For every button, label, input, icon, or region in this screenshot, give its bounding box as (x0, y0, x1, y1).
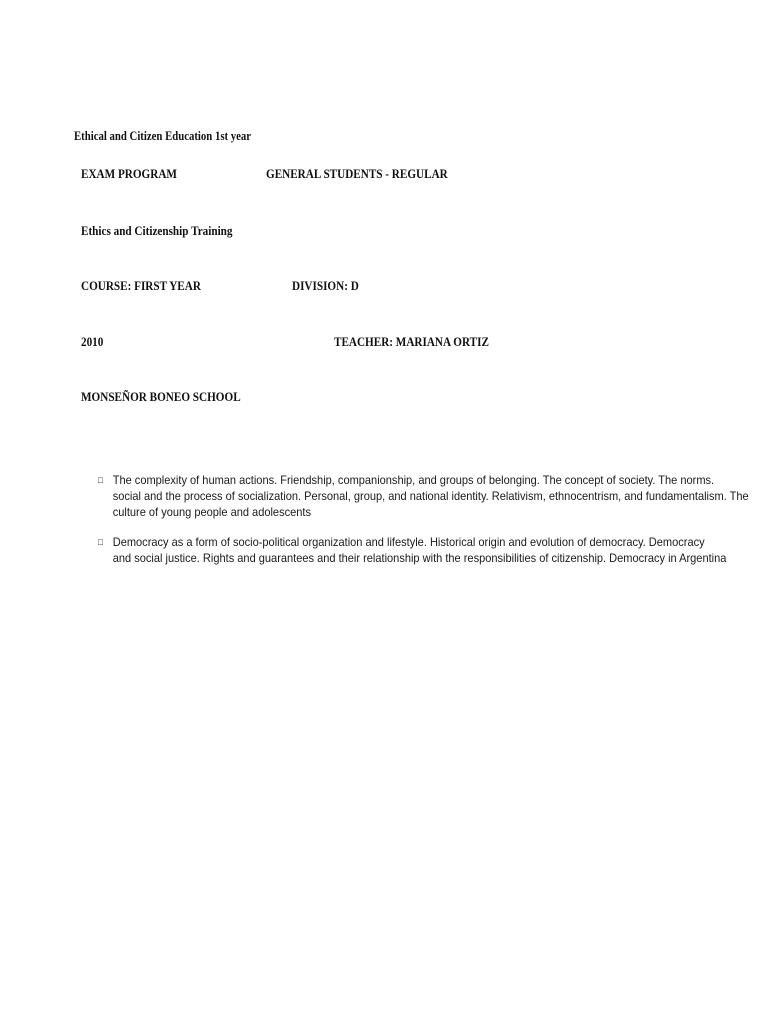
list-item-line: The complexity of human actions. Friendship, companionship, and groups of belonging. The concept of society. The norms. (112, 473, 715, 487)
list-item-line: and social justice. Rights and guarantees and their relationship with the responsibilities of citizenship. Democracy in Argentina (112, 551, 727, 565)
bullet-square-icon: □ (98, 537, 104, 547)
teacher-label: TEACHER: MARIANA ORTIZ (334, 334, 489, 349)
subject-heading: Ethical and Citizen Education 1st year (74, 129, 252, 143)
school-label: MONSEÑOR BONEO SCHOOL (81, 389, 241, 404)
training-label: Ethics and Citizenship Training (81, 223, 233, 238)
list-item (98, 534, 768, 566)
list-item (98, 472, 768, 520)
program-topics-list (98, 472, 768, 580)
exam-program-label: EXAM PROGRAM (81, 166, 177, 181)
division-label: DIVISION: D (292, 278, 359, 293)
students-label: GENERAL STUDENTS - REGULAR (266, 166, 448, 181)
list-item-line: culture of young people and adolescents (112, 505, 311, 519)
year-label: 2010 (81, 334, 104, 349)
bullet-square-icon: □ (98, 475, 104, 485)
course-label: COURSE: FIRST YEAR (81, 278, 201, 293)
list-item-line: Democracy as a form of socio-political organization and lifestyle. Historical origin and evolution of democracy. Democracy (112, 535, 705, 549)
list-item-line: social and the process of socialization. Personal, group, and national identity. Relativism, ethnocentrism, and fundamentalism. The (112, 489, 749, 503)
